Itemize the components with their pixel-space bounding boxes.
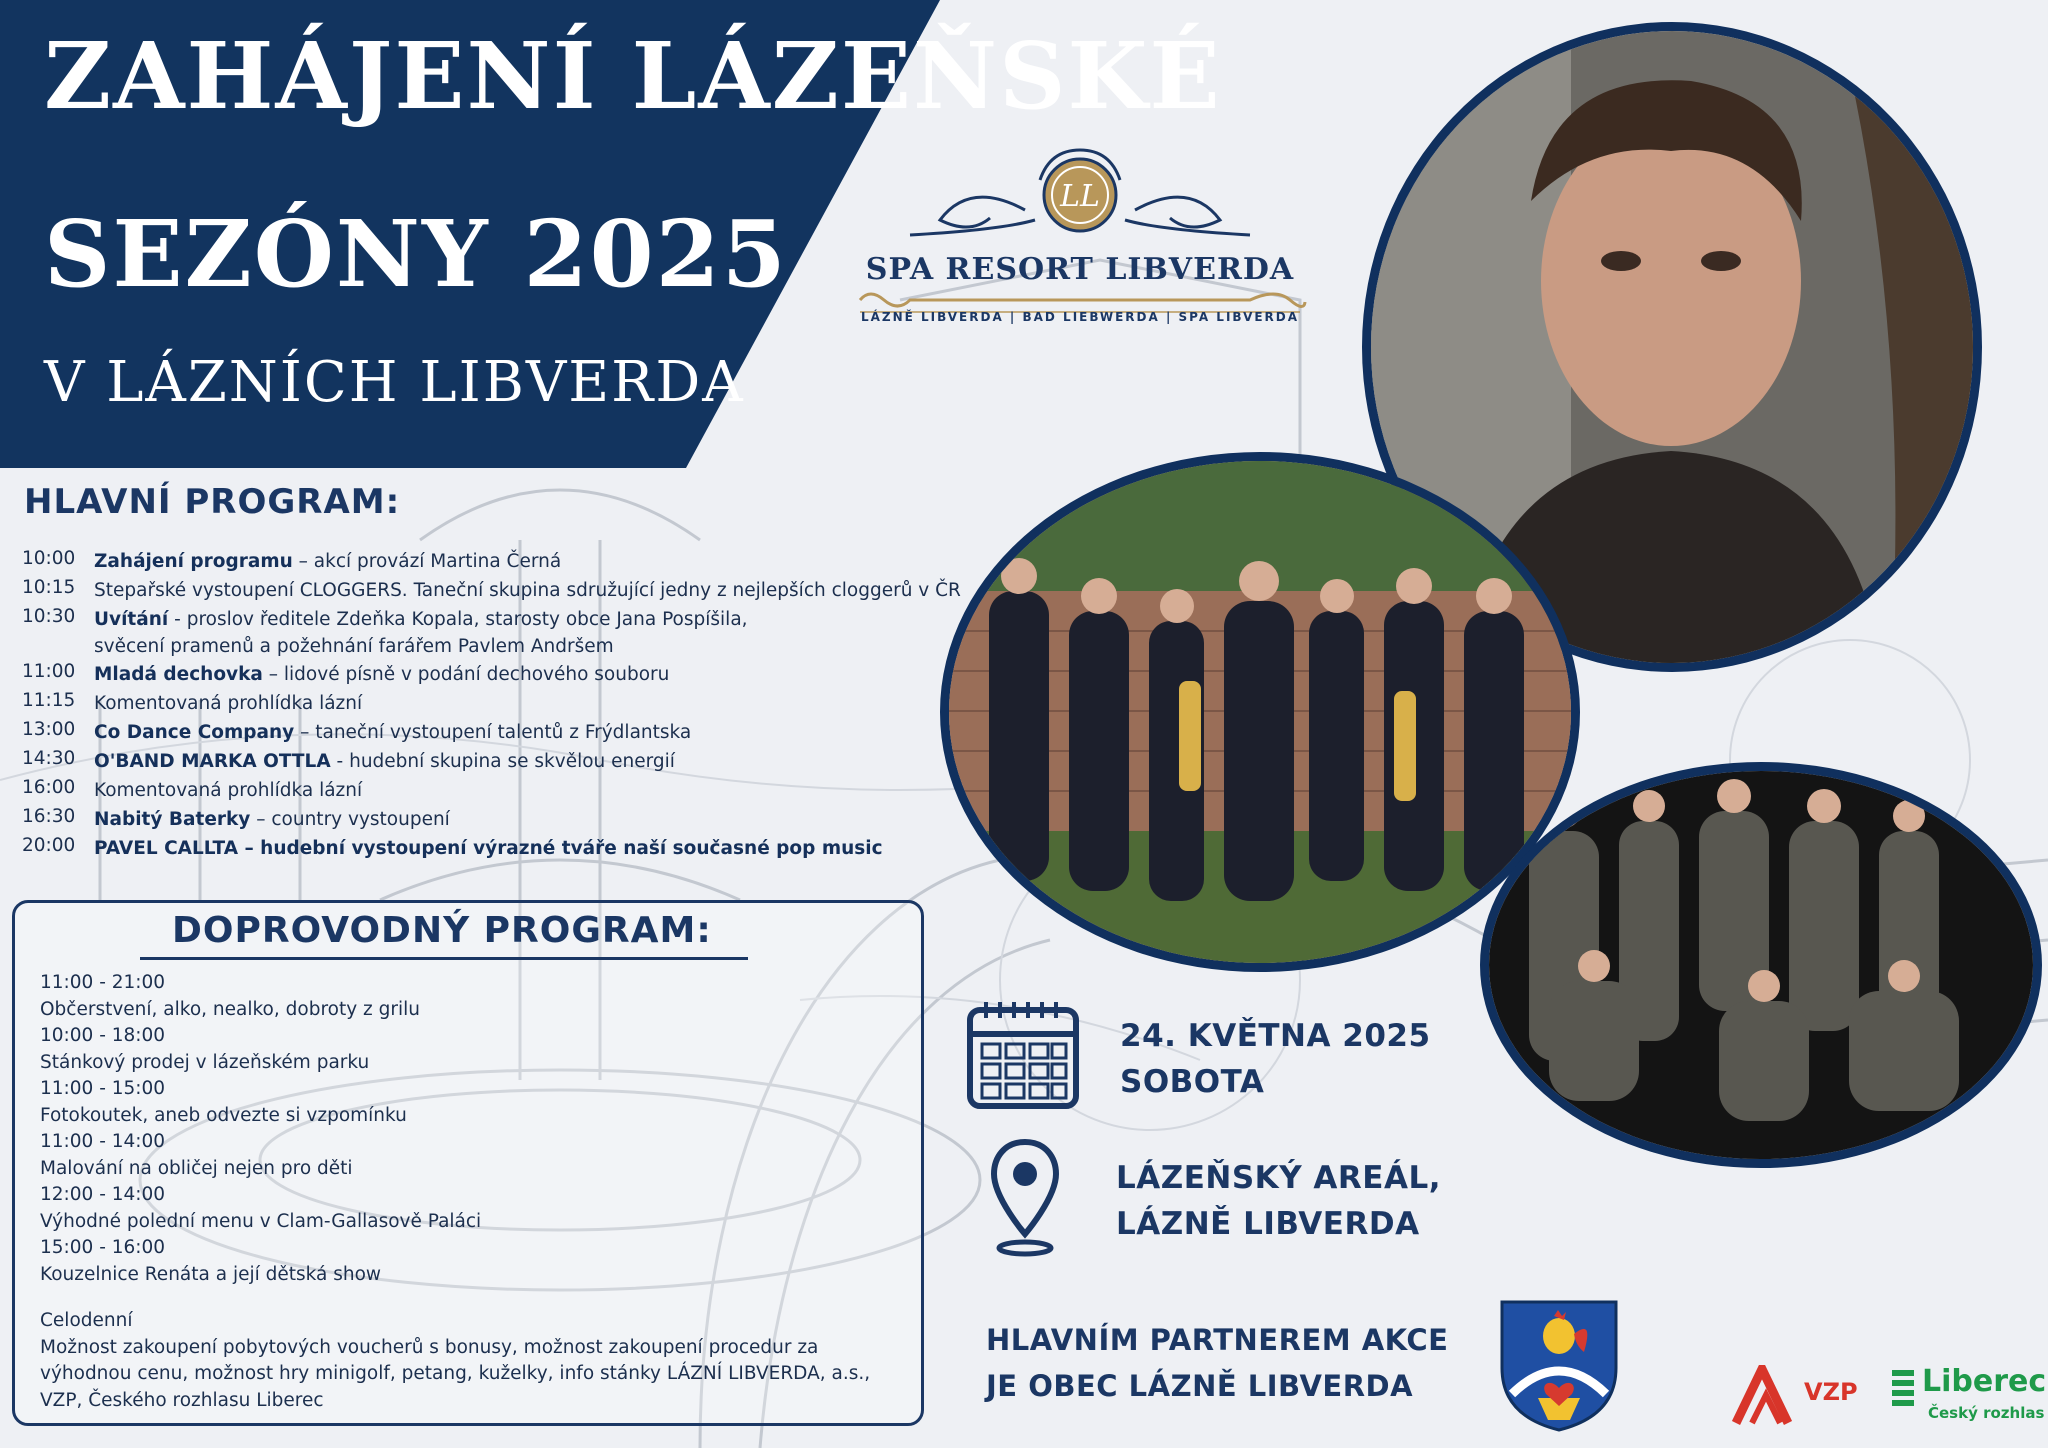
event-date-text: 24. KVĚTNA 2025 xyxy=(1120,1018,1431,1054)
program-title: PAVEL CALLTA – hudební vystoupení výrazné tváře naší současné pop music xyxy=(94,838,883,859)
vzp-logo-icon xyxy=(1730,1365,1800,1427)
title-line-3: V LÁZNÍCH LIBVERDA xyxy=(44,350,745,415)
program-description xyxy=(94,548,561,575)
side-program-text: Stánkový prodej v lázeňském parku xyxy=(40,1051,370,1073)
program-title: Mladá dechovka xyxy=(94,664,263,685)
program-description xyxy=(94,606,748,660)
calendar-icon xyxy=(966,1000,1080,1110)
venue-line-1: LÁZEŇSKÝ AREÁL, xyxy=(1116,1160,1441,1196)
program-row xyxy=(22,719,942,748)
program-title: Co Dance Company xyxy=(94,722,295,743)
program-row xyxy=(22,606,942,661)
program-time: 13:00 xyxy=(22,719,76,740)
program-detail: - proslov ředitele Zdeňka Kopala, starosty obce Jana Pospíšila, xyxy=(168,609,748,630)
program-time: 10:15 xyxy=(22,577,76,598)
side-program-text: Občerstvení, alko, nealko, dobroty z grilu xyxy=(40,998,420,1020)
program-time: 11:15 xyxy=(22,690,76,711)
logo-name: SPA RESORT LIBVERDA xyxy=(865,252,1295,287)
program-row xyxy=(22,690,942,719)
program-detail: – country vystoupení xyxy=(250,809,450,830)
program-detail: Komentovaná prohlídka lázní xyxy=(94,693,363,714)
program-title: Nabitý Baterky xyxy=(94,809,251,830)
program-detail: Komentovaná prohlídka lázní xyxy=(94,780,363,801)
side-program-list xyxy=(40,970,900,1414)
program-time: 10:00 xyxy=(22,548,76,569)
partner-line-2: JE OBEC LÁZNĚ LIBVERDA xyxy=(986,1369,1414,1403)
title-line-1: ZAHÁJENÍ LÁZEŇSKÉ xyxy=(44,22,1222,130)
program-time: 10:30 xyxy=(22,606,76,627)
program-time: 14:30 xyxy=(22,748,76,769)
side-program-text: Fotokoutek, aneb odvezte si vzpomínku xyxy=(40,1104,407,1126)
main-partner xyxy=(986,1317,1448,1409)
program-detail: - hudební skupina se skvělou energií xyxy=(330,751,675,772)
main-program-heading: HLAVNÍ PROGRAM: xyxy=(24,482,401,522)
program-description xyxy=(94,690,362,717)
location-pin-icon xyxy=(990,1138,1060,1258)
program-description xyxy=(94,748,675,775)
program-detail: Stepařské vystoupení CLOGGERS. Taneční skupina sdružující jedny z nejlepších cloggerů v ČR xyxy=(94,580,961,601)
program-time: 20:00 xyxy=(22,835,76,856)
main-program-list xyxy=(22,548,961,864)
program-time: 16:00 xyxy=(22,777,76,798)
allday-label: Celodenní xyxy=(40,1310,133,1331)
svg-text:LL: LL xyxy=(1060,179,1100,214)
event-day-text: SOBOTA xyxy=(1120,1064,1265,1100)
program-title: O'BAND MARKA OTTLA xyxy=(94,751,331,772)
program-time: 11:00 xyxy=(22,661,76,682)
program-time: 16:30 xyxy=(22,806,76,827)
program-description xyxy=(94,777,362,804)
program-description xyxy=(94,577,961,604)
venue-line-2: LÁZNĚ LIBVERDA xyxy=(1116,1206,1420,1242)
program-detail: – akcí provází Martina Černá xyxy=(292,551,562,572)
side-program-time: 11:00 - 21:00 xyxy=(40,972,166,993)
vzp-name: VZP xyxy=(1804,1378,1858,1406)
program-detail: – taneční vystoupení talentů z Frýdlantska xyxy=(294,722,692,743)
side-program-text: Kouzelnice Renáta a její dětská show xyxy=(40,1263,382,1285)
program-description xyxy=(94,835,883,862)
side-program-time: 11:00 - 14:00 xyxy=(40,1131,166,1152)
allday-text: Možnost zakoupení pobytových voucherů s bonusy, možnost zakoupení procedur za výhodnou cenu, možnost hry minigolf, petang, kuželky, info stánky LÁZNÍ LIBVERDA, a.s., VZP, Českého rozhlasu Liberec xyxy=(40,1336,871,1411)
band-photo xyxy=(940,452,1580,972)
program-detail: – lidové písně v podání dechového souboru xyxy=(262,664,670,685)
radio-subtitle: Český rozhlas xyxy=(1928,1404,2045,1422)
side-program-time: 15:00 - 16:00 xyxy=(40,1237,166,1258)
program-description xyxy=(94,719,691,746)
side-program-underline xyxy=(140,957,748,960)
program-row xyxy=(22,577,961,606)
radio-logo-icon xyxy=(1890,1368,1918,1408)
program-row xyxy=(22,806,942,835)
program-description xyxy=(94,661,669,688)
program-row xyxy=(22,835,942,864)
program-row xyxy=(22,777,942,806)
event-venue xyxy=(1116,1155,1441,1247)
side-program-time: 12:00 - 14:00 xyxy=(40,1184,166,1205)
side-program-heading: DOPROVODNÝ PROGRAM: xyxy=(172,910,712,951)
program-detail-continued: svěcení pramenů a požehnání farářem Pavlem Andršem xyxy=(94,636,614,657)
program-title: Uvítání xyxy=(94,609,169,630)
logo-tagline: LÁZNĚ LIBVERDA | BAD LIEBWERDA | SPA LIBVERDA xyxy=(860,310,1300,324)
side-program-time: 10:00 - 18:00 xyxy=(40,1025,166,1046)
program-row xyxy=(22,548,942,577)
program-description xyxy=(94,806,450,833)
program-row xyxy=(22,748,942,777)
side-program-text: Výhodné polední menu v Clam-Gallasově Paláci xyxy=(40,1210,482,1232)
side-program-text: Malování na obličej nejen pro děti xyxy=(40,1157,353,1179)
spa-resort-logo xyxy=(850,140,1310,340)
program-row xyxy=(22,661,942,690)
radio-name: Liberec xyxy=(1922,1364,2047,1399)
dance-company-photo xyxy=(1480,762,2042,1168)
program-title: Zahájení programu xyxy=(94,551,293,572)
coat-of-arms-icon xyxy=(1498,1298,1620,1434)
title-line-2: SEZÓNY 2025 xyxy=(44,200,788,308)
side-program-time: 11:00 - 15:00 xyxy=(40,1078,166,1099)
event-date xyxy=(1120,1013,1431,1105)
partner-line-1: HLAVNÍM PARTNEREM AKCE xyxy=(986,1323,1449,1357)
